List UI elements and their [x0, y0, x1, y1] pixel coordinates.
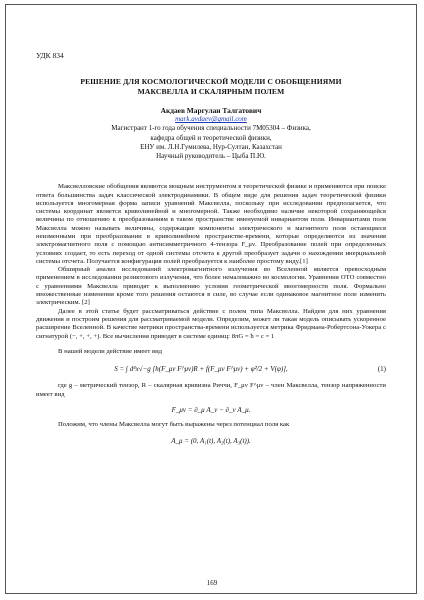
author-email-link[interactable]: mark.avdaev@gmail.com: [175, 115, 247, 124]
scientific-advisor: Научный руководитель – Цыба П.Ю.: [156, 152, 266, 161]
action-equation: S = ∫ d⁴x√−g [h(F_μν F^μν)R + f(F_μν F^μν) + φ̇²/2 + V(φ)],: [114, 365, 288, 374]
author-affiliation-1: Магистрант 1-го года обучения специальности 7М05304 – Физика,: [111, 124, 311, 133]
equation-number: (1): [377, 365, 386, 374]
paragraph-3: Далее в этой статье будет рассматриваться действие с полем типа Максвелла. Найдем для них уравнения движения и построим решения для рассматриваемой модели. Определим, может ли такая модель описывать ускоренное расширение Вселенной. В качестве метрики пространства-времени используется метрика Фридмана-Робертсона-Уокера с сигнатурой (−, +, +, +). Все вычисления приводят в системе единиц: 8πG = ħ = c = 1: [36, 307, 386, 340]
paragraph-4: В нашей модели действие имеет вид: [58, 347, 163, 355]
title-line-2: МАКСВЕЛЛА И СКАЛЯРНЫМ ПОЛЕМ: [137, 87, 285, 96]
tensor-formula: F_μν = ∂_μ A_ν − ∂_ν A_μ.: [171, 406, 251, 415]
paragraph-2: Обширный анализ исследований электромагнитного излучения во Вселенной является превосходным применением в исследовании реликтового излучения, что более немаловажно во космологии. Уравнения ОТО совместно с уравнениями Максвелла приводят к выполнению условия геометрической многомерности поля. Формально множественные изменения кроме того решения остаются в силе, во случае если одинаковое магнитное поле изменить электрическим. [2]: [36, 266, 386, 307]
paragraph-1: Максвелловские обобщения являются мощным инструментом в теоретической физике и применяются при поиске ответа большинства задач классической электродинамики. В общем виде для решения задач теоретической физики используется многомерная форма записи уравнений Максвелла, поскольку при исследовании предполагается, что системы координат является криволинейной и многомерной. Также необходимо наличие некоторой сохраняющейся величины по отношению к преобразованиям в таком пространстве именуемой инвариантом поля. Инвариантами поля Максвелла можно называть величины, содержащие компоненты электрического и магнитного поля остающиеся неизменными при преобразовании в криволинейном пространстве-времени, которые определяются из значения электромагнитного поля с помощью антисимметричного 4-тензора F_μν. Преобразование полей при определенных условиях создает, то есть переход от одной системы отсчета к другой преобразует задачи о нахождении инерциальной системы отсчета. Получается конфигурация полей преобразуется к наиболее простому виду.[1]: [36, 183, 386, 265]
article-body: [36, 183, 386, 445]
author-name: Акдаев Маргулан Талгатович: [160, 106, 262, 115]
title-line-1: РЕШЕНИЕ ДЛЯ КОСМОЛОГИЧЕСКОЙ МОДЕЛИ С ОБОБЩЕНИЯМИ: [80, 77, 342, 86]
article-title: [36, 77, 386, 97]
author-affiliation-2: кафедра общей и теоретической физики,: [150, 133, 272, 142]
udk-code: УДК 834: [36, 51, 64, 60]
potential-formula: A_μ = (0, A₁(t), A₂(t), A₃(t)).: [171, 436, 251, 445]
author-affiliation-3: ЕНУ им. Л.Н.Гумилева, Нур-Султан, Казахстан: [140, 142, 282, 151]
paragraph-6: Положим, что члены Максвелла могут быть выражены через потенциал поля как: [58, 421, 290, 429]
action-formula: [36, 365, 386, 373]
paragraph-5: где g – метрический тензор, R – скалярная кривизна Риччи, F_μν F^μν – член Максвелла, тензор напряженности имеет вид: [36, 382, 386, 398]
article-content: [36, 49, 386, 452]
page-number: 169: [206, 579, 218, 587]
document-page: [5, 4, 417, 594]
author-block: [36, 106, 386, 161]
